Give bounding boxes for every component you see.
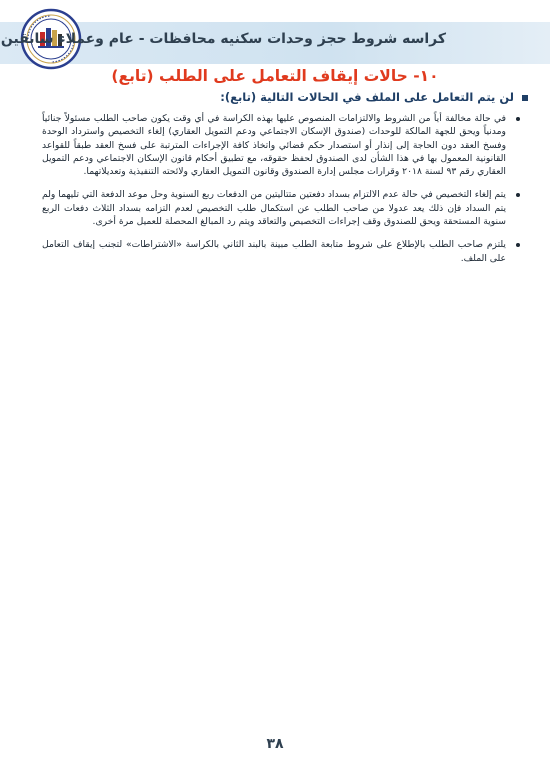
list-item <box>42 112 520 178</box>
list-item <box>42 188 520 228</box>
section-intro <box>20 90 528 104</box>
conditions-list <box>42 112 520 275</box>
section-heading: ١٠- حالات إيقاف التعامل على الطلب (تابع) <box>111 67 439 85</box>
square-bullet-icon <box>522 95 528 101</box>
list-item <box>42 238 520 265</box>
list-item-text: يلتزم صاحب الطلب بالإطلاع على شروط متابعة الطلب مبينة بالبند الثاني بالكراسة «الاشتراطات» لتجنب إيقاف التعامل على الملف. <box>42 239 506 264</box>
bullet-icon <box>516 193 520 197</box>
page-number: ٣٨ <box>266 736 284 752</box>
bullet-icon <box>516 243 520 247</box>
list-item-text: يتم إلغاء التخصيص في حالة عدم الالتزام بسداد دفعتين متتاليتين من الدفعات ربع السنوية وحل موعد الدفعة التي تليهما ولم يتم السداد فإن ذلك يعد عدولا من صاحب الطلب عن استكمال طلب التخصيص لعدم التزامه بسداد الثلاث دفعات الربع سنوية المستحقة ويحق للصندوق وقف إجراءات التخصيص والتعاقد ويتم رد المبالغ المحصلة للعميل مرة أخرى. <box>42 189 506 228</box>
list-item-text: في حالة مخالفة أياً من الشروط والالتزامات المنصوص عليها بهذه الكراسة في أي وقت يكون صاحب الطلب مسئولاً جنائياً ومدنياً ويحق للجهة المالكة للوحدات (صندوق الإسكان الاجتماعي ودعم التمويل العقاري) إلغاء التخصيص واسترداد الوحدة وفسخ العقد دون الحاجة إلى إنذار أو استصدار حكم قضائي واتخاذ كافة الإجراءات المترتبة على فسخ العقد طبقاً للقواعد القانونية المعمول بها في هذا الشأن لدى الصندوق لحفظ حقوقه، مع تطبيق أحكام قانون الإسكان الاجتماعي ودعم التمويل العقاري رقم ٩٣ لسنة ٢٠١٨ وقرارات مجلس إدارة الصندوق وقانون التمويل العقاري ولائحته التنفيذية وتعديلاتهما. <box>42 113 506 178</box>
document-header-title: كراسه شروط حجز وحدات سكنيه محافظات - عام وعملاء سابقين <box>0 31 446 47</box>
bullet-icon <box>516 117 520 121</box>
intro-text: لن يتم التعامل على الملف في الحالات التالية (تابع): <box>220 90 514 104</box>
